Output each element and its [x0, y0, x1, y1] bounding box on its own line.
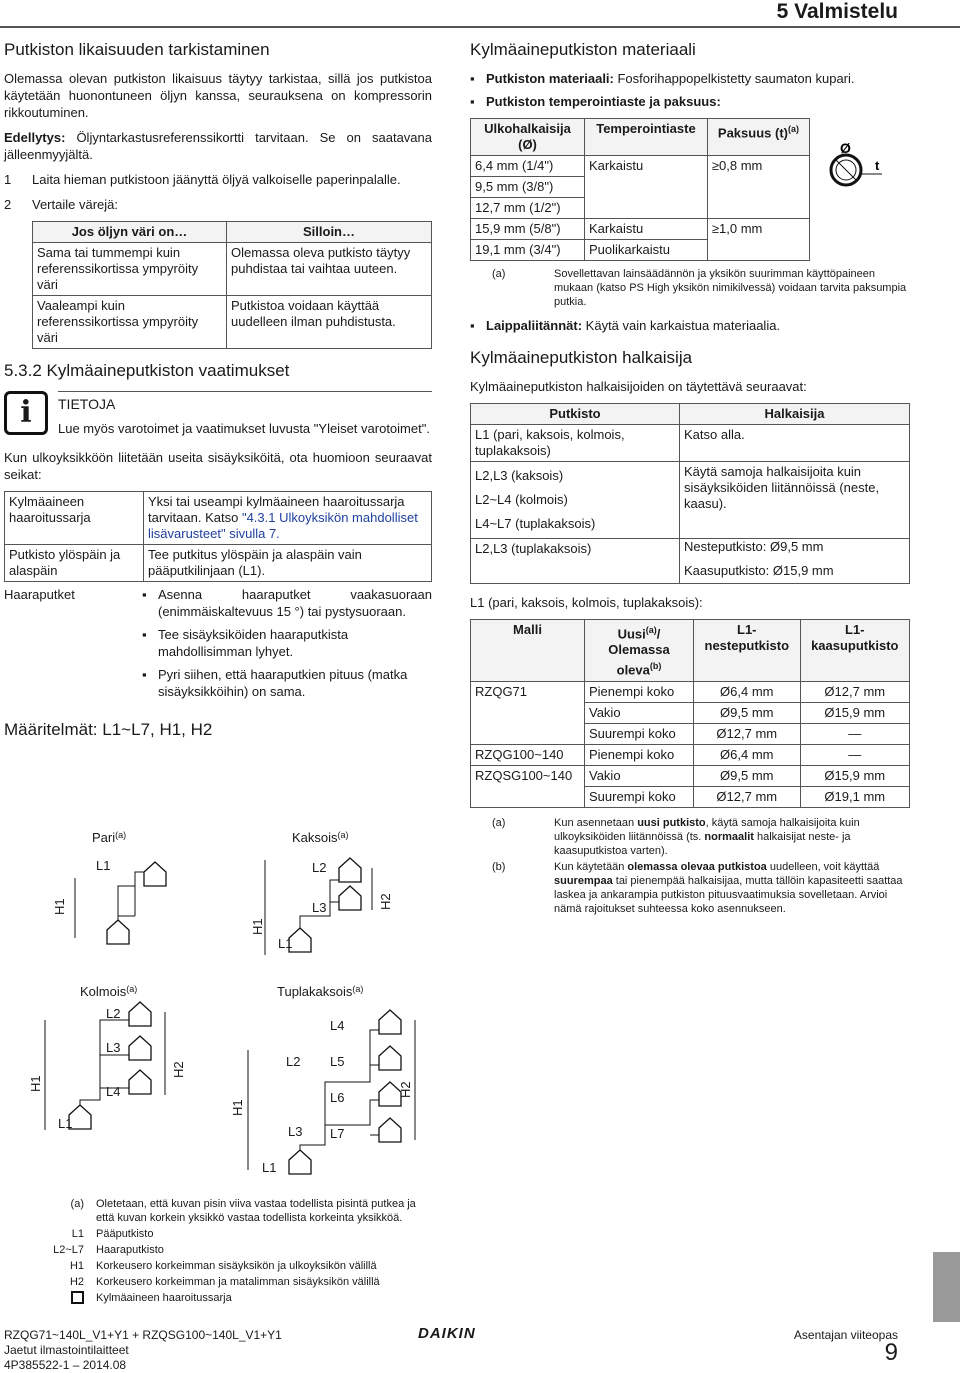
legend-text: Haaraputkisto [96, 1244, 164, 1256]
table-cell: Sama tai tummempi kuin referenssikortissa ympyröity väri [33, 243, 227, 296]
oil-color-table [32, 221, 432, 349]
table-cell: Olemassa oleva putkisto täytyy puhdistaa tai vaihtaa uuteen. [227, 243, 432, 296]
table-cell: Putkistoa voidaan käyttää uudelleen ilman puhdistusta. [227, 296, 432, 349]
table-header: Putkisto [471, 404, 680, 425]
table-cell: Vakio [585, 765, 694, 786]
list-item-text: Tee sisäyksiköiden haaraputkista mahdollisimman lyhyet. [158, 627, 349, 659]
table-header: Malli [471, 620, 585, 682]
table-cell: ≥1,0 mm [707, 219, 809, 261]
bullet-label: Putkiston materiaali: [486, 71, 614, 86]
bullet-text: Käytä vain karkaistua materiaalia. [582, 318, 781, 333]
svg-text:Kaksois(a): Kaksois$^{(a)}$ [292, 830, 349, 845]
list-item: ▪ Asenna haaraputket vaakasuoraan (enimmäiskaltevuus 15 °) tai pystysuoraan. [142, 587, 432, 619]
table-cell: — [800, 723, 909, 744]
table-cell: Ø15,9 mm [800, 765, 909, 786]
svg-text:L5: L5 [330, 1054, 345, 1069]
list-item: ▪ Tee sisäyksiköiden haaraputkista mahdollisimman lyhyet. [142, 626, 432, 660]
table-cell: Ø6,4 mm [694, 744, 801, 765]
table-cell: Ø12,7 mm [694, 786, 801, 807]
table-cell: Ø12,7 mm [694, 723, 801, 744]
list-item: ▪ Putkiston temperointiaste ja paksuus: [470, 94, 721, 109]
svg-text:L4: L4 [330, 1018, 345, 1033]
tuplakaksois-diagram [230, 984, 415, 1175]
table-cell: Nesteputkisto: Ø9,5 mm Kaasuputkisto: Ø15,9 mm [680, 539, 910, 584]
paragraph-3: Kun ulkoyksikköön liitetään useita sisäyksiköitä, ota huomioon seuraavat seikat: [4, 450, 432, 482]
daikin-logo: DAIKIN [418, 1325, 476, 1342]
page-number: 9 [884, 1339, 898, 1366]
section-5-3-2-title: 5.3.2 Kylmäaineputkiston vaatimukset [4, 361, 290, 380]
footnote-mark: (b) [649, 661, 662, 672]
kolmois-diagram [28, 984, 186, 1131]
table-cell: Puolikarkaistu [585, 240, 708, 261]
table-cell: L1 (pari, kaksois, kolmois, tuplakaksois) [471, 425, 680, 462]
list-item: ▪ Laippaliitännät: Käytä vain karkaistua materiaalia. [470, 318, 781, 333]
info-title: TIETOJA [58, 396, 116, 412]
table-cell: Kylmäaineen haaroitussarja [5, 492, 144, 545]
temper-footnote [470, 267, 910, 309]
table-cell: L2,L3 (tuplakaksois) [471, 539, 680, 584]
step-number: 2 [4, 197, 12, 212]
footnote-mark: (a) [787, 124, 799, 134]
table-cell: Katso alla. [680, 425, 910, 462]
paragraph-diameter: Kylmäaineputkiston halkaisijoiden on täytettävä seuraavat: [470, 379, 807, 394]
piping-definitions-diagram [0, 820, 440, 1190]
info-box [4, 391, 432, 437]
table-row [471, 156, 810, 177]
table-header: Halkaisija [680, 404, 910, 425]
footer-model: RZQG71~140L_V1+Y1 + RZQSG100~140L_V1+Y1 [4, 1328, 282, 1342]
table-cell: 6,4 mm (1/4") [471, 156, 585, 177]
table-cell: Karkaistu [585, 156, 708, 219]
table-row [471, 681, 910, 702]
note-key: (b) [492, 860, 506, 873]
legend-item [30, 1275, 430, 1289]
kaksois-diagram [250, 830, 393, 955]
branch-pipes-block [4, 586, 432, 706]
legend-item [30, 1259, 430, 1273]
table-cell: ≥0,8 mm [707, 156, 809, 219]
prereq-text: Öljyntarkastusreferenssikortti tarvitaan. Se on saatavana jälleenmyyjältä. [4, 130, 432, 162]
table-cell: Pienempi koko [585, 681, 694, 702]
legend-text: Korkeusero korkeimman sisäyksikön ja ulkoyksikön välillä [96, 1260, 377, 1272]
model-diameter-table [470, 619, 910, 808]
svg-text:H2: H2 [398, 1081, 413, 1098]
legend-item [30, 1197, 430, 1225]
note-text: Kun käytetään olemassa olevaa putkistoa uudelleen, voit käyttää suurempaa tai pienempää halkaisijaa, mutta tällöin kapasiteetti saattaa laskea ja ankarampia putkiston pituusvaatimuksia sovelletaan. Arvioi nämä rajoitukset suhteessa koko asennukseen. [554, 860, 903, 915]
legend-key: L1 [71, 1228, 84, 1240]
svg-text:Ø: Ø [840, 142, 851, 156]
legend-text: Oletetaan, että kuvan pisin viiva vastaa todellista pisintä putkea ja että kuvan korkein yksikkö vastaa todellista korkeinta yksikköä. [96, 1198, 416, 1224]
diameter-table [470, 403, 910, 584]
bullet-label: Laippaliitännät: [486, 318, 583, 333]
prereq-label: Edellytys: [4, 130, 66, 145]
table-header: Temperointiaste [585, 119, 708, 156]
paragraph-1: Olemassa olevan putkiston likaisuus täytyy tarkistaa, sillä jos putkistoa käytetään huonontuneen öljyn kanssa, seurauksena on kompressorin rikkoutuminen. [4, 71, 432, 120]
table-header [707, 119, 809, 156]
table-header: L1-kaasuputkisto [800, 620, 909, 682]
table-row [471, 462, 910, 539]
svg-text:L6: L6 [330, 1090, 345, 1105]
table-cell: Ø9,5 mm [694, 765, 801, 786]
note-item [470, 860, 910, 916]
step-number: 1 [4, 172, 12, 187]
bullet-label: Putkiston temperointiaste ja paksuus: [486, 94, 721, 109]
footer-left [4, 1328, 282, 1373]
header-text: Paksuus (t) [717, 125, 788, 141]
legend-key: H2 [69, 1276, 84, 1288]
svg-text:H2: H2 [171, 1061, 186, 1078]
right-column [470, 40, 910, 918]
svg-text:H1: H1 [250, 918, 265, 935]
svg-text:L3: L3 [288, 1124, 303, 1139]
list-item-text: Asenna haaraputket vaakasuoraan (enimmäiskaltevuus 15 °) tai pystysuoraan. [158, 587, 432, 619]
table-cell: Käytä samoja halkaisijoita kuin sisäyksiköiden liitännöissä (neste, kaasu). [680, 462, 910, 539]
oil-table-header-2: Silloin… [227, 222, 432, 243]
chapter-title: 5 Valmistelu [776, 0, 898, 23]
table-cell: Putkisto ylöspäin ja alaspäin [5, 545, 144, 582]
list-item: ▪ Pyri siihen, että haaraputkien pituus (matka sisäyksikköihin) on sama. [142, 666, 432, 700]
table-cell: Vaaleampi kuin referenssikortissa ympyröity väri [33, 296, 227, 349]
table-cell: RZQSG100~140 [471, 765, 585, 807]
table-cell: Karkaistu [585, 219, 708, 240]
footnote-key: (a) [492, 268, 506, 280]
svg-text:H1: H1 [28, 1075, 43, 1092]
svg-text:H2: H2 [378, 893, 393, 910]
svg-text:Tuplakaksois(a): Tuplakaksois$^{(a)}$ [277, 984, 364, 999]
svg-text:L4: L4 [106, 1084, 121, 1099]
table-row [33, 243, 432, 296]
table-cell: 12,7 mm (1/2") [471, 198, 585, 219]
svg-text:L2: L2 [312, 860, 327, 875]
table-row [471, 219, 810, 240]
table-cell: RZQG71 [471, 681, 585, 744]
table-row [5, 545, 432, 582]
heading-material: Kylmäaineputkiston materiaali [470, 40, 696, 59]
svg-text:L7: L7 [330, 1126, 345, 1141]
paragraph-l1: L1 (pari, kaksois, kolmois, tuplakaksois): [470, 595, 703, 610]
legend-text: Pääputkisto [96, 1228, 154, 1240]
note-key: (a) [492, 816, 506, 829]
legend-text: Kylmäaineen haaroitussarja [96, 1292, 232, 1304]
step-2 [4, 196, 432, 213]
table-cell: Tee putkitus ylöspäin ja alaspäin vain pääputkilinjaan (L1). [144, 545, 432, 582]
heading-diameter: Kylmäaineputkiston halkaisija [470, 348, 693, 367]
branch-kit-icon [71, 1291, 84, 1304]
cross-reference-link[interactable]: "4.3.1 Ulkoyksikön mahdolliset lisävarusteet" sivulla 7. [148, 510, 418, 541]
legend-key: L2~L7 [53, 1244, 84, 1256]
bullet-text: Fosforihappopelkistetty saumaton kupari. [613, 71, 855, 86]
svg-text:L3: L3 [312, 900, 327, 915]
note-item [470, 816, 910, 858]
paragraph-2 [4, 129, 432, 163]
label-pari: Pari$^{(a)}$ [92, 830, 127, 845]
table-cell: Ø6,4 mm [694, 681, 801, 702]
step-text: Laita hieman putkistoon jäänyttä öljyä valkoiselle paperinpalalle. [32, 172, 401, 187]
heading-cleanliness: Putkiston likaisuuden tarkistaminen [4, 40, 270, 59]
list-item-text: Pyri siihen, että haaraputkien pituus (matka sisäyksikköihin) on sama. [158, 667, 408, 699]
page-tab-marker [933, 1252, 960, 1322]
req-text: Yksi tai useampi kylmäaineen haaroitussarja tarvitaan. Katso [148, 494, 405, 525]
diagram-legend [30, 1197, 430, 1310]
table-cell: Ø9,5 mm [694, 702, 801, 723]
footer-product: Jaetut ilmastointilaitteet [4, 1343, 129, 1357]
svg-text:t: t [875, 158, 880, 173]
branch-pipes-label: Haaraputket [4, 587, 75, 602]
table-row [33, 296, 432, 349]
model-table-notes [470, 816, 910, 916]
label-h1: H1 [52, 898, 67, 915]
header-text: Uusi [617, 626, 646, 642]
table-cell: Ø15,9 mm [800, 702, 909, 723]
table-cell: Suurempi koko [585, 723, 694, 744]
footer-guide: Asentajan viiteopas [793, 1328, 898, 1342]
footnote-mark: (a) [645, 625, 657, 635]
svg-text:L1: L1 [262, 1160, 277, 1175]
list-item: ▪ Putkiston materiaali: Fosforihappopelkistetty saumaton kupari. [470, 71, 855, 86]
oil-table-header-1: Jos öljyn väri on… [33, 222, 227, 243]
legend-item [30, 1291, 430, 1308]
footnote-text: Sovellettavan lainsäädännön ja yksikön suurimman käyttöpaineen mukaan (katso PS High yksikön nimikilvessä) voidaan tarvita paksumpia putkia. [554, 268, 907, 308]
table-header: L1-nesteputkisto [694, 620, 801, 682]
footer-doc-id: 4P385522-1 – 2014.08 [4, 1358, 127, 1372]
legend-item [30, 1227, 430, 1241]
table-cell: Ø12,7 mm [800, 681, 909, 702]
table-row [471, 539, 910, 584]
svg-text:L1: L1 [278, 936, 293, 951]
table-cell: 15,9 mm (5/8") [471, 219, 585, 240]
svg-text:L3: L3 [106, 1040, 121, 1055]
legend-key: (a) [70, 1198, 84, 1210]
info-icon: i [4, 391, 48, 435]
table-cell: Vakio [585, 702, 694, 723]
step-1 [4, 171, 432, 188]
legend-key: H1 [69, 1260, 84, 1272]
table-cell: 9,5 mm (3/8") [471, 177, 585, 198]
requirements-table [4, 491, 432, 582]
legend-key [30, 1291, 96, 1308]
table-cell: RZQG100~140 [471, 744, 585, 765]
table-cell: Pienempi koko [585, 744, 694, 765]
pari-diagram [52, 830, 166, 944]
step-text: Vertaile värejä: [32, 197, 118, 212]
note-text: Kun asennetaan uusi putkisto, käytä samoja halkaisijoita kuin ulkoyksiköiden liitännöissä (ts. normaalit halkaisijat neste- ja kaasuputkistoa varten). [554, 816, 860, 857]
svg-text:Kolmois(a): Kolmois$^{(a)}$ [80, 984, 138, 999]
info-text: Lue myös varotoimet ja vaatimukset luvusta "Yleiset varotoimet". [58, 421, 430, 436]
definitions-title: Määritelmät: L1~L7, H1, H2 [4, 720, 213, 739]
header-text: / Olemassa oleva [608, 626, 670, 678]
table-header [585, 620, 694, 682]
label-l1: L1 [96, 858, 111, 873]
table-cell: 19,1 mm (3/4") [471, 240, 585, 261]
svg-text:L1: L1 [58, 1116, 73, 1131]
legend-text: Korkeusero korkeimman ja matalimman sisäyksikön välillä [96, 1276, 380, 1288]
temper-thickness-table [470, 118, 810, 261]
legend-item [30, 1243, 430, 1257]
left-column [4, 40, 432, 740]
table-cell: — [800, 744, 909, 765]
table-cell: Ø19,1 mm [800, 786, 909, 807]
svg-text:L2: L2 [106, 1006, 121, 1021]
svg-text:L2: L2 [286, 1054, 301, 1069]
table-cell: L2,L3 (kaksois) L2~L4 (kolmois) L4~L7 (tuplakaksois) [471, 462, 680, 539]
temper-table-wrap [470, 118, 910, 261]
pipe-cross-section-icon [822, 142, 892, 192]
table-cell [144, 492, 432, 545]
svg-text:H1: H1 [230, 1099, 245, 1116]
table-row [5, 492, 432, 545]
header-rule [0, 26, 960, 28]
table-row [471, 765, 910, 786]
table-row [471, 744, 910, 765]
table-cell: Suurempi koko [585, 786, 694, 807]
table-header: Ulkohalkaisija (Ø) [471, 119, 585, 156]
table-row [471, 425, 910, 462]
